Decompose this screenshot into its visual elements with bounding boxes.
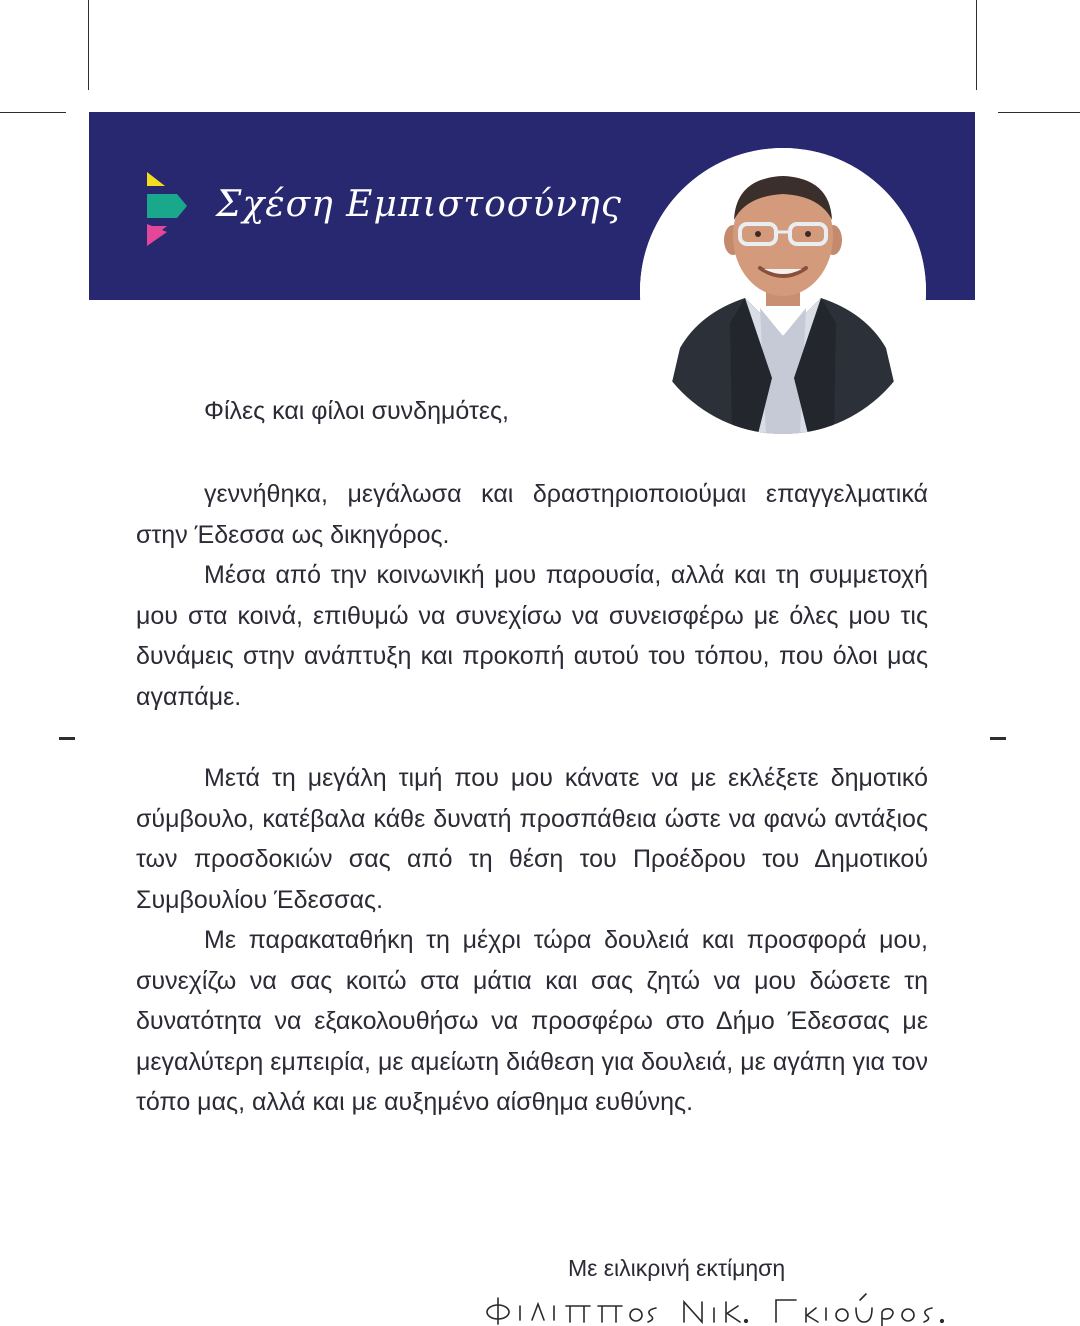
brand-title: Σχέση Εμπιστοσύνης [216, 184, 622, 225]
fold-mark-left [59, 737, 75, 740]
handwritten-signature [480, 1288, 950, 1326]
letter-section-2 [136, 758, 928, 1123]
brand-logo-icon [147, 172, 187, 252]
letter-paragraph: Μετά τη μεγάλη τιμή που μου κάνατε να με εκλέξετε δημοτικό σύμβουλο, κατέβαλα κάθε δυνατή προσπάθεια ώστε να φανώ αντάξιος των προσδοκιών σας από τη θέση του Προέδρου του Δημοτικού Συμβουλίου Έδεσσας. [136, 764, 928, 914]
letter-paragraph: γεννήθηκα, μεγάλωσα και δραστηριοποιούμαι επαγγελματικά στην Έδεσσα ως δικηγόρος. [136, 480, 928, 549]
letter-salutation: Φίλες και φίλοι συνδημότες, [204, 397, 509, 425]
candidate-portrait [640, 148, 926, 434]
letter-paragraph: Με παρακαταθήκη τη μέχρι τώρα δουλειά και προσφορά μου, συνεχίζω να σας κοιτώ στα μάτια και σας ζητώ να μου δώσετε τη δυνατότητα να εξακολουθήσω να προσφέρω στο Δήμο Έδεσσας με μεγαλύτερη εμπειρία, με αμείωτη διάθεση για δουλειά, με αγάπη για τον τόπο μας, αλλά και με αυξημένο αίσθημα ευθύνης. [136, 926, 928, 1116]
crop-mark-left [0, 112, 66, 113]
crop-mark-top-right [976, 0, 977, 90]
crop-mark-right [998, 112, 1080, 113]
letter-closing: Με ειλικρινή εκτίμηση [568, 1255, 786, 1281]
fold-mark-right [990, 737, 1006, 740]
letter-section-1 [136, 474, 928, 717]
crop-mark-top-left [88, 0, 89, 90]
letter-paragraph: Μέσα από την κοινωνική μου παρουσία, αλλά και τη συμμετοχή μου στα κοινά, επιθυμώ να συνεχίσω να συνεισφέρω με όλες μου τις δυνάμεις στην ανάπτυξη και προκοπή αυτού του τόπου, που όλοι μας αγαπάμε. [136, 561, 928, 711]
